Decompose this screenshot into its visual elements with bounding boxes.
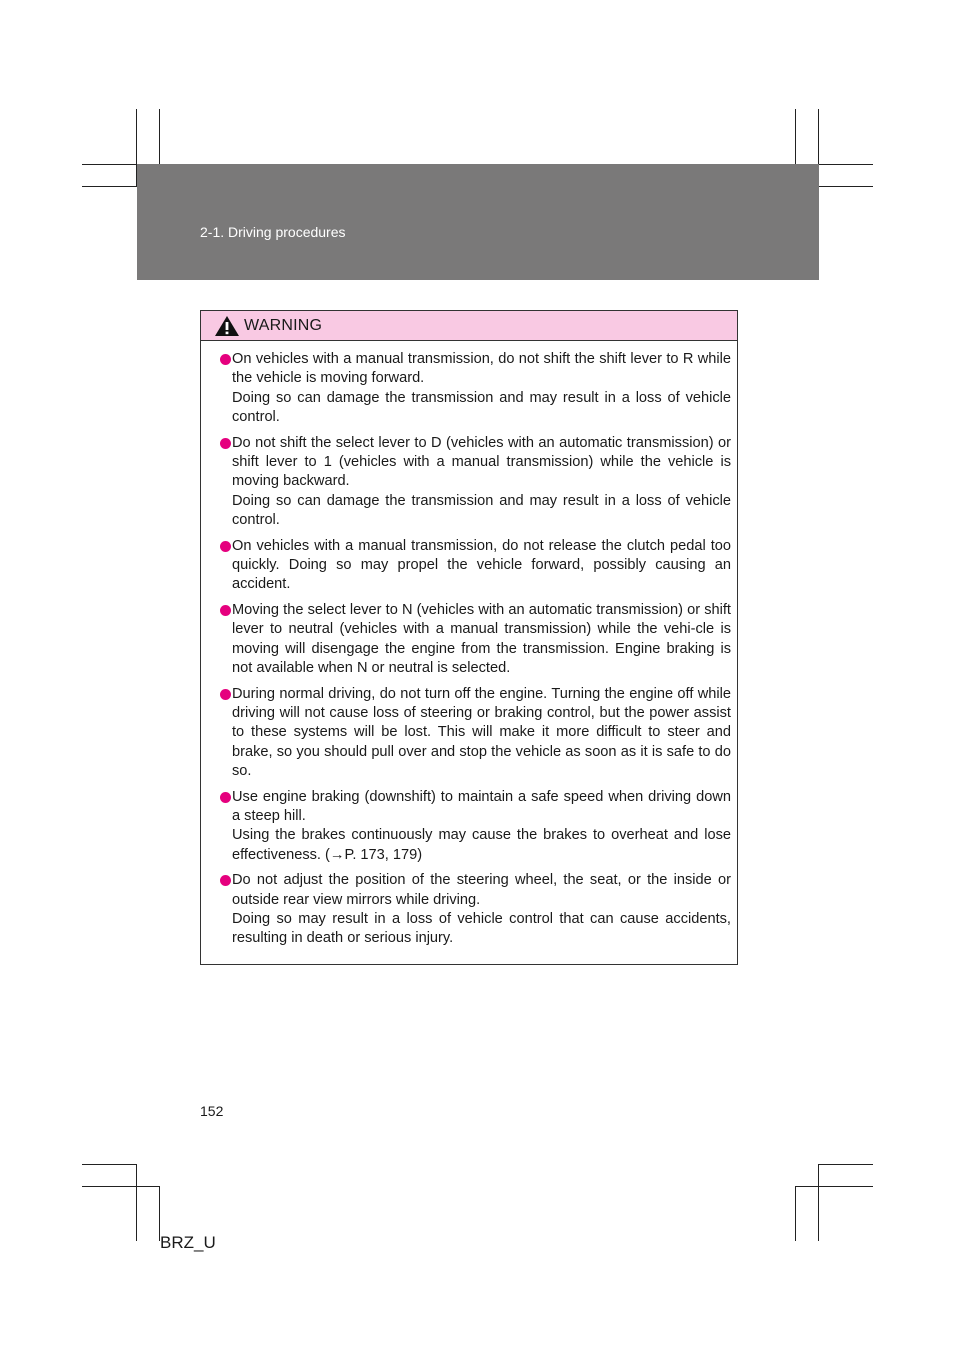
warning-paragraph: Use engine braking (downshift) to maintain a safe speed when driving down a steep hill. bbox=[232, 788, 731, 824]
crop-mark bbox=[82, 1186, 160, 1187]
warning-title: WARNING bbox=[244, 316, 323, 334]
bullet-icon bbox=[220, 689, 231, 700]
bullet-icon bbox=[220, 354, 231, 365]
warning-paragraph: On vehicles with a manual transmission, do not release the clutch pedal too quickly. Doing so may propel the vehicle forward, possibly causing an accident. bbox=[232, 537, 731, 593]
warning-item bbox=[219, 788, 731, 866]
warning-paragraph: On vehicles with a manual transmission, do not shift the shift lever to R while the vehicle is moving forward. bbox=[232, 351, 731, 387]
crop-mark bbox=[82, 164, 137, 165]
warning-item bbox=[219, 871, 731, 949]
crop-mark bbox=[795, 109, 796, 164]
warning-box bbox=[200, 310, 738, 965]
warning-list bbox=[201, 341, 737, 949]
warning-paragraph: Doing so may result in a loss of vehicle control that can cause accidents, resulting in death or serious injury. bbox=[232, 910, 731, 947]
crop-mark bbox=[818, 186, 873, 187]
warning-item bbox=[219, 601, 731, 679]
warning-paragraph: Using the brakes continuously may cause the brakes to overheat and lose effectiveness. (→P. 173, 179) bbox=[232, 827, 731, 863]
warning-header bbox=[201, 311, 737, 341]
document-code: BRZ_U bbox=[160, 1233, 216, 1252]
warning-item bbox=[219, 537, 731, 595]
crop-mark bbox=[795, 1186, 796, 1241]
warning-paragraph: Do not shift the select lever to D (vehicles with an automatic transmission) or shift lever to 1 (vehicles with a manual transmission) while the vehicle is moving backward. bbox=[232, 434, 731, 490]
crop-mark bbox=[795, 1186, 873, 1187]
crop-mark bbox=[818, 1164, 819, 1241]
warning-paragraph: Doing so can damage the transmission and may result in a loss of vehicle control. bbox=[232, 389, 731, 426]
header-band bbox=[137, 164, 819, 280]
bullet-icon bbox=[220, 541, 231, 552]
warning-triangle-icon bbox=[214, 315, 240, 337]
crop-mark bbox=[818, 164, 873, 165]
crop-mark bbox=[136, 1164, 137, 1241]
crop-mark bbox=[159, 109, 160, 164]
bullet-icon bbox=[220, 875, 231, 886]
warning-paragraph: Moving the select lever to N (vehicles with an automatic transmission) or shift lever to neutral (vehicles with a manual transmission) while the vehi-cle is moving will disengage the engine from the transmission. Engine braking is not available when N or neutral is selected. bbox=[232, 601, 731, 677]
bullet-icon bbox=[220, 792, 231, 803]
crop-mark bbox=[82, 1164, 137, 1165]
crop-mark bbox=[818, 1164, 873, 1165]
page-number: 152 bbox=[200, 1103, 224, 1119]
warning-paragraph: Doing so can damage the transmission and may result in a loss of vehicle control. bbox=[232, 492, 731, 529]
warning-paragraph: Do not adjust the position of the steering wheel, the seat, or the inside or outside rear view mirrors while driving. bbox=[232, 872, 731, 908]
bullet-icon bbox=[220, 605, 231, 616]
warning-item bbox=[219, 434, 731, 531]
warning-paragraph: During normal driving, do not turn off the engine. Turning the engine off while driving will not cause loss of steering or braking control, but the power assist to these systems will be lost. This will make it more difficult to steer and brake, so you should pull over and stop the vehicle as soon as it is safe to do so. bbox=[232, 685, 731, 780]
warning-item bbox=[219, 685, 731, 782]
crop-mark bbox=[82, 186, 137, 187]
section-title: 2-1. Driving procedures bbox=[200, 224, 346, 240]
warning-item bbox=[219, 350, 731, 428]
bullet-icon bbox=[220, 438, 231, 449]
